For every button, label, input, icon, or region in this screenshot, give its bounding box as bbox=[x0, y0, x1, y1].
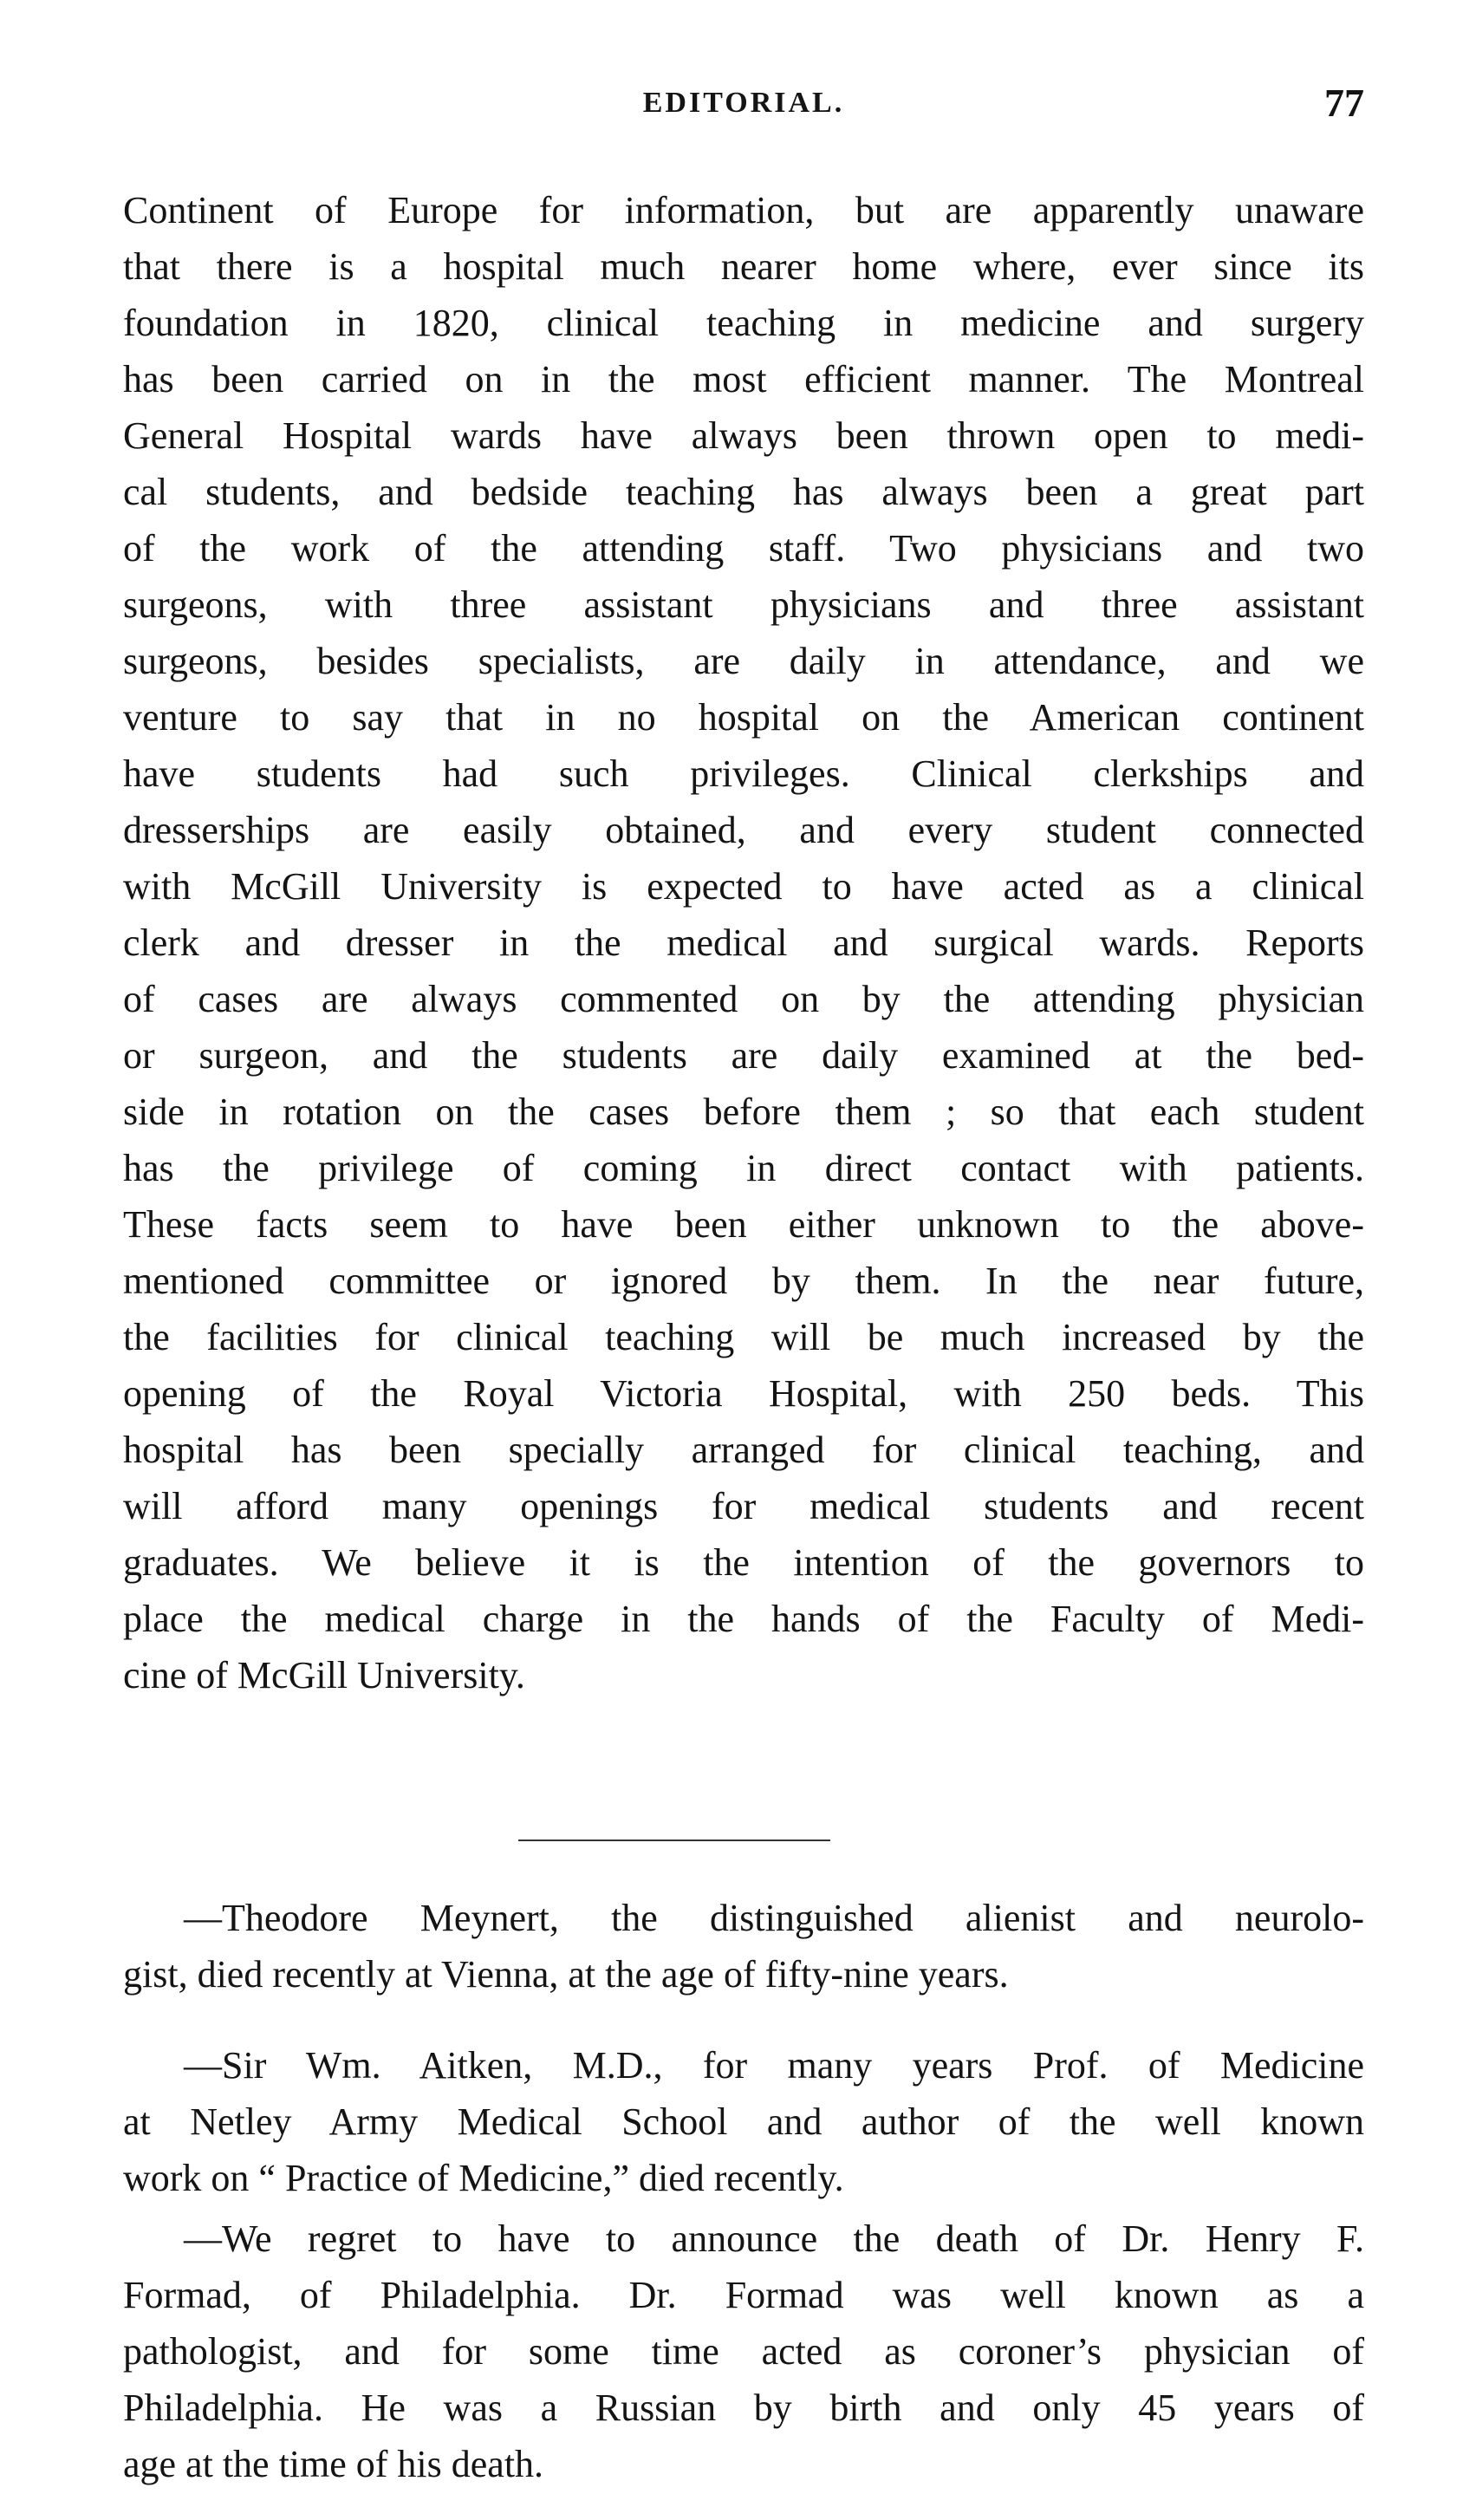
text-line: —Sir Wm. Aitken, M.D., for many years Prof. of Medicine bbox=[184, 2044, 1364, 2087]
text-line: gist, died recently at Vienna, at the age of fifty-nine years. bbox=[123, 1953, 1009, 1996]
text-line: the facilities for clinical teaching will be much increased by the bbox=[123, 1316, 1364, 1358]
news-item-formad bbox=[123, 2211, 1364, 2492]
page-header bbox=[123, 80, 1364, 132]
text-line: Formad, of Philadelphia. Dr. Formad was well known as a bbox=[123, 2274, 1364, 2316]
text-line: side in rotation on the cases before them ; so that each student bbox=[123, 1091, 1364, 1133]
text-line: work on “ Practice of Medicine,” died recently. bbox=[123, 2157, 844, 2199]
text-line: dresserships are easily obtained, and every student connected bbox=[123, 809, 1364, 851]
section-divider bbox=[518, 1840, 830, 1841]
text-line: Philadelphia. He was a Russian by birth and only 45 years of bbox=[123, 2387, 1364, 2429]
text-line: has been carried on in the most efficient manner. The Montreal bbox=[123, 358, 1364, 400]
text-line: clerk and dresser in the medical and surgical wards. Reports bbox=[123, 921, 1364, 964]
text-line: surgeons, with three assistant physicians and three assistant bbox=[123, 583, 1364, 626]
news-item-aitken bbox=[123, 2037, 1364, 2206]
text-line: with McGill University is expected to have acted as a clinical bbox=[123, 865, 1364, 908]
text-line: cine of McGill University. bbox=[123, 1654, 525, 1696]
text-line: at Netley Army Medical School and author of the well known bbox=[123, 2100, 1364, 2143]
text-line: place the medical charge in the hands of the Faculty of Medi- bbox=[123, 1598, 1364, 1640]
text-line: —We regret to have to announce the death of Dr. Henry F. bbox=[184, 2217, 1364, 2260]
text-line: General Hospital wards have always been thrown open to medi- bbox=[123, 414, 1364, 457]
main-paragraph bbox=[123, 182, 1364, 1703]
page-number: 77 bbox=[1324, 81, 1364, 125]
text-line: graduates. We believe it is the intention of the governors to bbox=[123, 1541, 1364, 1584]
running-head: EDITORIAL. bbox=[642, 87, 845, 119]
text-line: or surgeon, and the students are daily examined at the bed- bbox=[123, 1034, 1364, 1077]
text-line: has the privilege of coming in direct contact with patients. bbox=[123, 1147, 1364, 1189]
news-item-meynert bbox=[123, 1890, 1364, 2002]
text-line: cal students, and bedside teaching has always been a great part bbox=[123, 471, 1364, 513]
text-line: of cases are always commented on by the attending physician bbox=[123, 978, 1364, 1020]
text-line: opening of the Royal Victoria Hospital, with 250 beds. This bbox=[123, 1372, 1364, 1415]
text-line: will afford many openings for medical students and recent bbox=[123, 1485, 1364, 1527]
text-line: surgeons, besides specialists, are daily in attendance, and we bbox=[123, 640, 1364, 682]
text-line: foundation in 1820, clinical teaching in medicine and surgery bbox=[123, 302, 1364, 344]
text-line: of the work of the attending staff. Two physicians and two bbox=[123, 527, 1364, 570]
text-line: venture to say that in no hospital on the American continent bbox=[123, 696, 1364, 739]
text-line: mentioned committee or ignored by them. In the near future, bbox=[123, 1260, 1364, 1302]
text-line: age at the time of his death. bbox=[123, 2443, 544, 2485]
text-line: Continent of Europe for information, but are apparently unaware bbox=[123, 189, 1364, 231]
text-line: have students had such privileges. Clinical clerkships and bbox=[123, 752, 1364, 795]
text-line: —Theodore Meynert, the distinguished alienist and neurolo- bbox=[184, 1897, 1364, 1939]
text-line: pathologist, and for some time acted as coroner’s physician of bbox=[123, 2330, 1364, 2373]
text-line: These facts seem to have been either unknown to the above- bbox=[123, 1203, 1364, 1246]
text-line: that there is a hospital much nearer home where, ever since its bbox=[123, 245, 1364, 288]
text-line: hospital has been specially arranged for clinical teaching, and bbox=[123, 1429, 1364, 1471]
